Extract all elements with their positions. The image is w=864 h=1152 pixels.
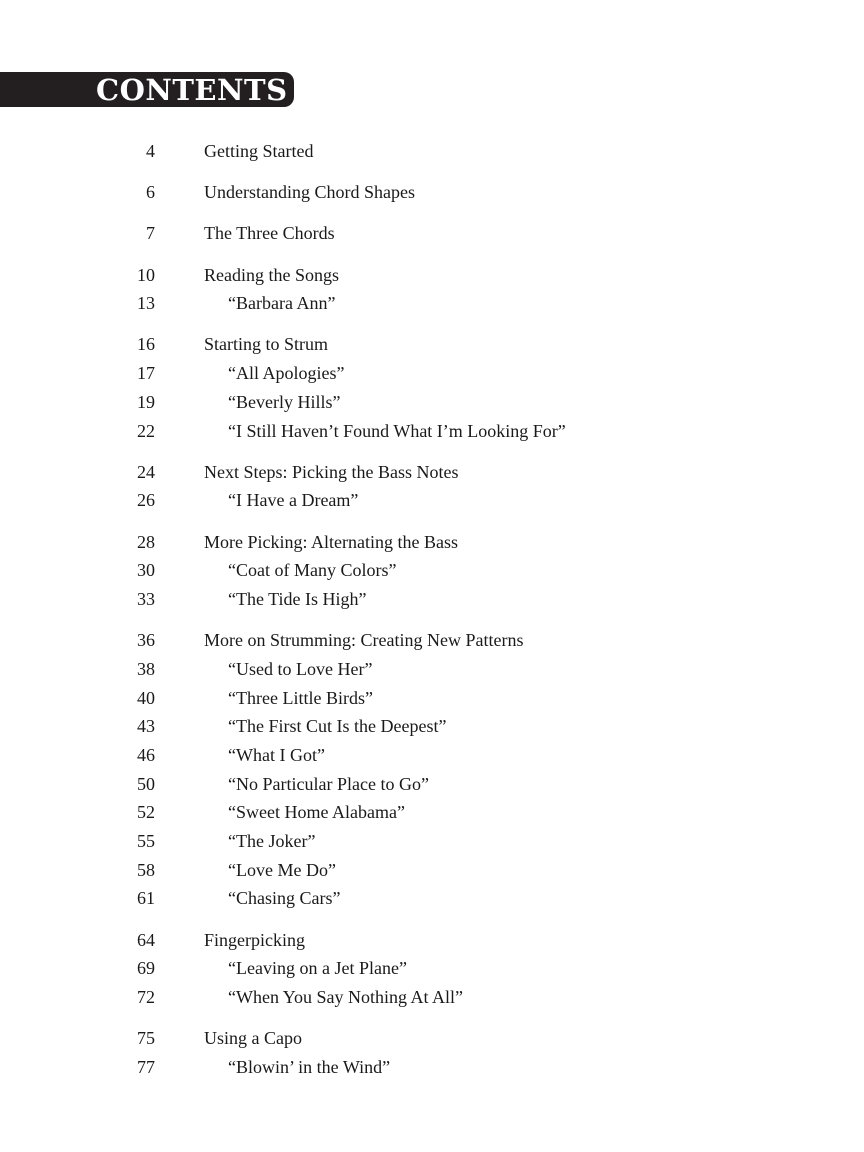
page-title: CONTENTS bbox=[96, 73, 288, 107]
toc-song-entry bbox=[0, 1053, 864, 1082]
song-title: “The Tide Is High” bbox=[228, 588, 367, 609]
song-title: “Beverly Hills” bbox=[228, 391, 341, 412]
page-number: 28 bbox=[137, 531, 155, 552]
song-title: “I Still Haven’t Found What I’m Looking For” bbox=[228, 420, 566, 441]
toc-song-entry bbox=[0, 954, 864, 983]
page-number: 72 bbox=[137, 986, 155, 1007]
chapter-title: Reading the Songs bbox=[204, 264, 339, 285]
chapter-title: Fingerpicking bbox=[204, 929, 305, 950]
song-title: “Three Little Birds” bbox=[228, 687, 373, 708]
page-number: 46 bbox=[137, 744, 155, 765]
chapter-title: Understanding Chord Shapes bbox=[204, 182, 415, 203]
toc-song-entry bbox=[0, 798, 864, 827]
page-number: 10 bbox=[137, 264, 155, 285]
page-number: 33 bbox=[137, 588, 155, 609]
page-number: 24 bbox=[137, 461, 155, 482]
toc-song-entry bbox=[0, 712, 864, 741]
song-title: “The Joker” bbox=[228, 830, 316, 851]
toc-chapter-entry bbox=[0, 330, 864, 359]
song-title: “When You Say Nothing At All” bbox=[228, 986, 464, 1007]
toc-chapter-entry bbox=[0, 178, 864, 207]
toc-song-entry bbox=[0, 770, 864, 799]
song-title: “Coat of Many Colors” bbox=[228, 560, 397, 581]
page-number: 64 bbox=[137, 929, 155, 950]
page-number: 38 bbox=[137, 658, 155, 679]
song-title: “What I Got” bbox=[228, 744, 325, 765]
toc-chapter-entry bbox=[0, 219, 864, 248]
page-number: 43 bbox=[137, 716, 155, 737]
toc-song-entry bbox=[0, 359, 864, 388]
toc-chapter-entry bbox=[0, 458, 864, 487]
page-number: 50 bbox=[137, 773, 155, 794]
song-title: “No Particular Place to Go” bbox=[228, 773, 429, 794]
song-title: “Sweet Home Alabama” bbox=[228, 802, 405, 823]
toc-section bbox=[0, 178, 864, 207]
chapter-title: More on Strumming: Creating New Patterns bbox=[204, 630, 524, 651]
toc-section bbox=[0, 1024, 864, 1081]
toc-song-entry bbox=[0, 684, 864, 713]
toc-chapter-entry bbox=[0, 926, 864, 955]
song-title: “Leaving on a Jet Plane” bbox=[228, 958, 407, 979]
toc-song-entry bbox=[0, 827, 864, 856]
page-number: 30 bbox=[137, 560, 155, 581]
page-number: 6 bbox=[146, 182, 155, 203]
toc-song-entry bbox=[0, 486, 864, 515]
page-number: 16 bbox=[137, 334, 155, 355]
toc-song-entry bbox=[0, 983, 864, 1012]
song-title: “Love Me Do” bbox=[228, 859, 336, 880]
toc-song-entry bbox=[0, 856, 864, 885]
toc-section bbox=[0, 528, 864, 614]
page-number: 58 bbox=[137, 859, 155, 880]
toc-chapter-entry bbox=[0, 626, 864, 655]
page-number: 36 bbox=[137, 630, 155, 651]
page-number: 52 bbox=[137, 802, 155, 823]
page-number: 26 bbox=[137, 490, 155, 511]
song-title: “Barbara Ann” bbox=[228, 293, 336, 314]
toc-section bbox=[0, 458, 864, 515]
toc-section bbox=[0, 626, 864, 913]
chapter-title: Starting to Strum bbox=[204, 334, 329, 355]
page-number: 13 bbox=[137, 293, 155, 314]
toc-song-entry bbox=[0, 289, 864, 318]
chapter-title: Next Steps: Picking the Bass Notes bbox=[204, 461, 459, 482]
toc-song-entry bbox=[0, 741, 864, 770]
page-number: 55 bbox=[137, 830, 155, 851]
song-title: “All Apologies” bbox=[228, 363, 345, 384]
toc-song-entry bbox=[0, 884, 864, 913]
toc-song-entry bbox=[0, 556, 864, 585]
toc-chapter-entry bbox=[0, 528, 864, 557]
page-number: 17 bbox=[137, 363, 155, 384]
toc-chapter-entry bbox=[0, 261, 864, 290]
page-number: 19 bbox=[137, 391, 155, 412]
chapter-title: The Three Chords bbox=[204, 223, 335, 244]
toc-section bbox=[0, 219, 864, 248]
contents-banner bbox=[0, 72, 294, 107]
toc-chapter-entry bbox=[0, 137, 864, 166]
song-title: “Blowin’ in the Wind” bbox=[228, 1056, 391, 1077]
toc-chapter-entry bbox=[0, 1024, 864, 1053]
chapter-title: More Picking: Alternating the Bass bbox=[204, 531, 458, 552]
toc-section bbox=[0, 137, 864, 166]
page-number: 40 bbox=[137, 687, 155, 708]
page-number: 22 bbox=[137, 420, 155, 441]
toc-section bbox=[0, 926, 864, 1012]
page-number: 77 bbox=[137, 1056, 155, 1077]
toc-song-entry bbox=[0, 655, 864, 684]
page-number: 61 bbox=[137, 888, 155, 909]
toc-song-entry bbox=[0, 417, 864, 446]
song-title: “Chasing Cars” bbox=[228, 888, 341, 909]
toc-section bbox=[0, 330, 864, 445]
chapter-title: Using a Capo bbox=[204, 1028, 302, 1049]
table-of-contents bbox=[0, 137, 864, 1094]
song-title: “Used to Love Her” bbox=[228, 658, 373, 679]
toc-song-entry bbox=[0, 388, 864, 417]
chapter-title: Getting Started bbox=[204, 141, 314, 161]
page-number: 4 bbox=[146, 141, 155, 161]
toc-section bbox=[0, 261, 864, 318]
song-title: “I Have a Dream” bbox=[228, 490, 359, 511]
page-number: 69 bbox=[137, 958, 155, 979]
page-number: 7 bbox=[146, 223, 155, 244]
toc-song-entry bbox=[0, 585, 864, 614]
song-title: “The First Cut Is the Deepest” bbox=[228, 716, 447, 737]
page-number: 75 bbox=[137, 1028, 155, 1049]
